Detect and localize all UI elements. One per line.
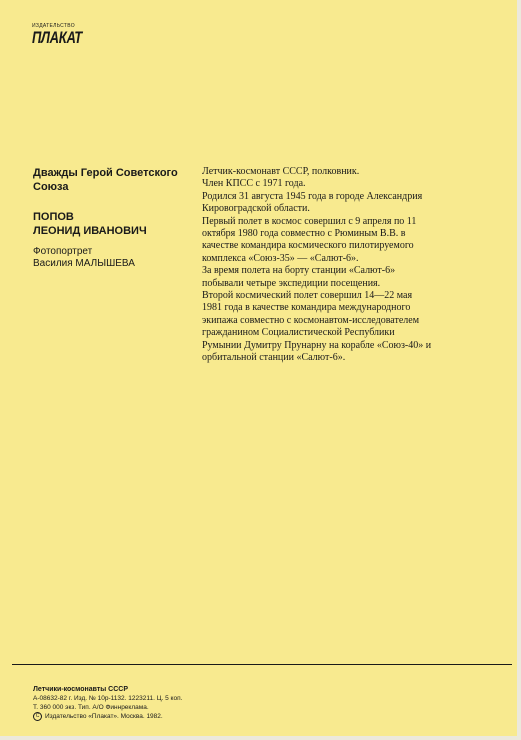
imprint-line: Т. 360 000 экз. Тип. А/О Финнреклама. (33, 704, 149, 711)
copyright-icon: С (33, 712, 42, 721)
publisher-label: ИЗДАТЕЛЬСТВО (32, 23, 75, 29)
imprint (33, 685, 333, 721)
bio-paragraph: Второй космический полет совершил 14—22 мая 1981 года в качестве командира международного экипажа совместно с космонавтом-исследователем гражданином Социалистической Республики Румынии Думитру Прунарну на корабле «Союз-40» и орбитальной станции «Салют-6». (202, 290, 432, 364)
imprint-line: А-08632-82 г. Изд. № 10р-1132. 1223211. Ц. 5 коп. (33, 695, 183, 702)
imprint-line: Издательство «Плакат». Москва. 1982. (45, 713, 163, 721)
divider-line (12, 664, 512, 665)
biography (202, 166, 432, 365)
person-name (33, 210, 198, 238)
series-title: Летчики-космонавты СССР (33, 686, 129, 693)
header-column (33, 166, 198, 270)
person-surname: ПОПОВ (33, 211, 74, 223)
photo-credit (33, 246, 198, 270)
hero-title: Дважды Герой Советского Союза (33, 167, 178, 193)
publisher-logo (32, 23, 82, 47)
bio-paragraph: Родился 31 августа 1945 года в городе Александрия Кировоградской области. (202, 190, 423, 215)
person-given-names: ЛЕОНИД ИВАНОВИЧ (33, 225, 147, 237)
imprint-line-copyright (33, 712, 333, 721)
photo-credit-author: Василия МАЛЫШЕВА (33, 258, 135, 269)
publisher-name: ПЛАКАТ (32, 27, 82, 47)
bio-paragraph: За время полета на борту станции «Салют-6» побывали четыре экспедиции посещения. (202, 265, 396, 289)
bio-paragraph: Первый полет в космос совершил с 9 апреля по 11 октября 1980 года совместно с Рюминым В.В. в качестве командира космического пилотируемого комплекса «Союз-35» — «Салют-6». (202, 215, 417, 264)
photo-credit-label: Фотопортрет (33, 246, 93, 257)
bio-paragraph: Летчик-космонавт СССР, полковник. (202, 166, 360, 177)
bio-paragraph: Член КПСС с 1971 года. (202, 178, 306, 190)
